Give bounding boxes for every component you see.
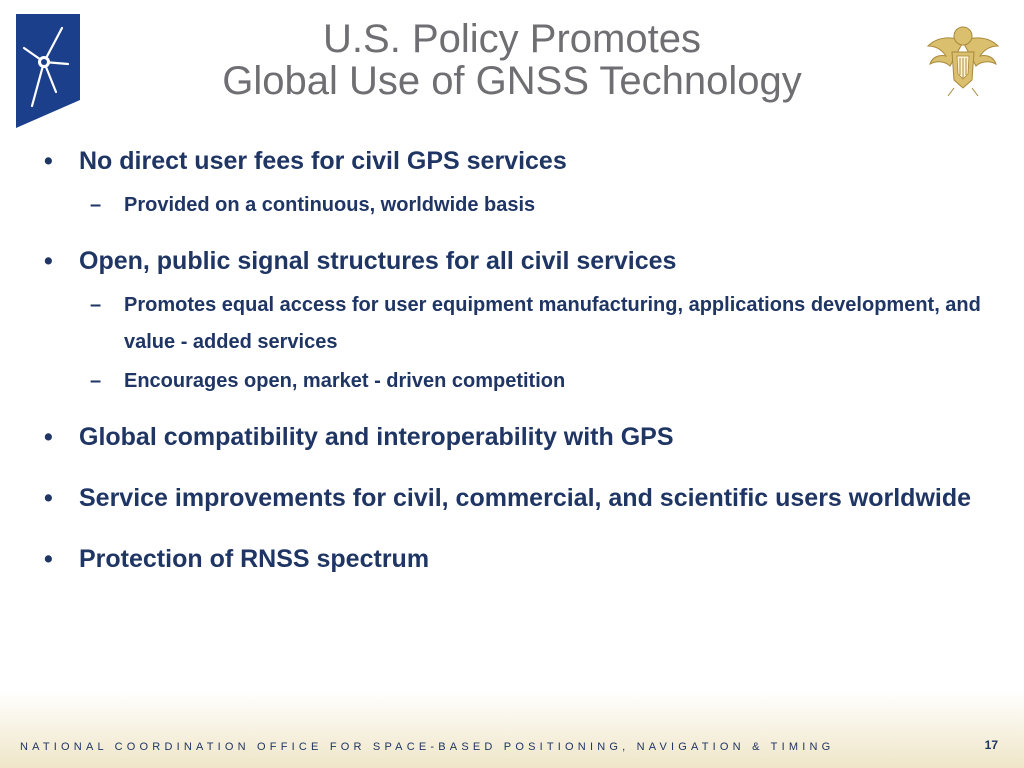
sub-bullet-marker: – bbox=[90, 194, 102, 216]
bullet-text: No direct user fees for civil GPS services bbox=[79, 147, 567, 175]
title-line-2: Global Use of GNSS Technology bbox=[222, 59, 802, 103]
slide-title bbox=[120, 18, 904, 102]
bullet-item bbox=[40, 140, 1015, 183]
us-seal-icon bbox=[924, 22, 1002, 100]
bullet-item bbox=[40, 416, 1015, 459]
title-line-1: U.S. Policy Promotes bbox=[323, 17, 701, 61]
page-number: 17 bbox=[984, 738, 998, 752]
bullet-marker: • bbox=[44, 423, 53, 451]
bullet-item bbox=[40, 240, 1015, 283]
sub-bullet-item bbox=[40, 187, 1015, 224]
footer-band bbox=[0, 690, 1024, 768]
pnt-logo-icon bbox=[16, 14, 80, 128]
bullet-text: Global compatibility and interoperability with GPS bbox=[79, 423, 674, 451]
sub-bullet-marker: – bbox=[90, 294, 102, 316]
bullet-item bbox=[40, 477, 1015, 520]
bullet-text: Protection of RNSS spectrum bbox=[79, 545, 430, 573]
bullet-text: Service improvements for civil, commercial, and scientific users worldwide bbox=[79, 484, 972, 512]
bullet-marker: • bbox=[44, 247, 53, 275]
footer-organization: NATIONAL COORDINATION OFFICE FOR SPACE-BASED POSITIONING, NAVIGATION & TIMING bbox=[20, 741, 835, 753]
sub-bullet-marker: – bbox=[90, 370, 102, 392]
bullet-text: Open, public signal structures for all civil services bbox=[79, 247, 677, 275]
bullet-list bbox=[40, 140, 1015, 599]
sub-bullet-item bbox=[40, 287, 1015, 361]
sub-bullet-item bbox=[40, 363, 1015, 400]
sub-bullet-text: Promotes equal access for user equipment manufacturing, applications development, and value - added services bbox=[124, 294, 981, 353]
bullet-item bbox=[40, 538, 1015, 581]
bullet-marker: • bbox=[44, 147, 53, 175]
bullet-marker: • bbox=[44, 484, 53, 512]
bullet-marker: • bbox=[44, 545, 53, 573]
sub-bullet-text: Encourages open, market - driven competition bbox=[124, 370, 566, 392]
sub-bullet-text: Provided on a continuous, worldwide basis bbox=[124, 194, 536, 216]
